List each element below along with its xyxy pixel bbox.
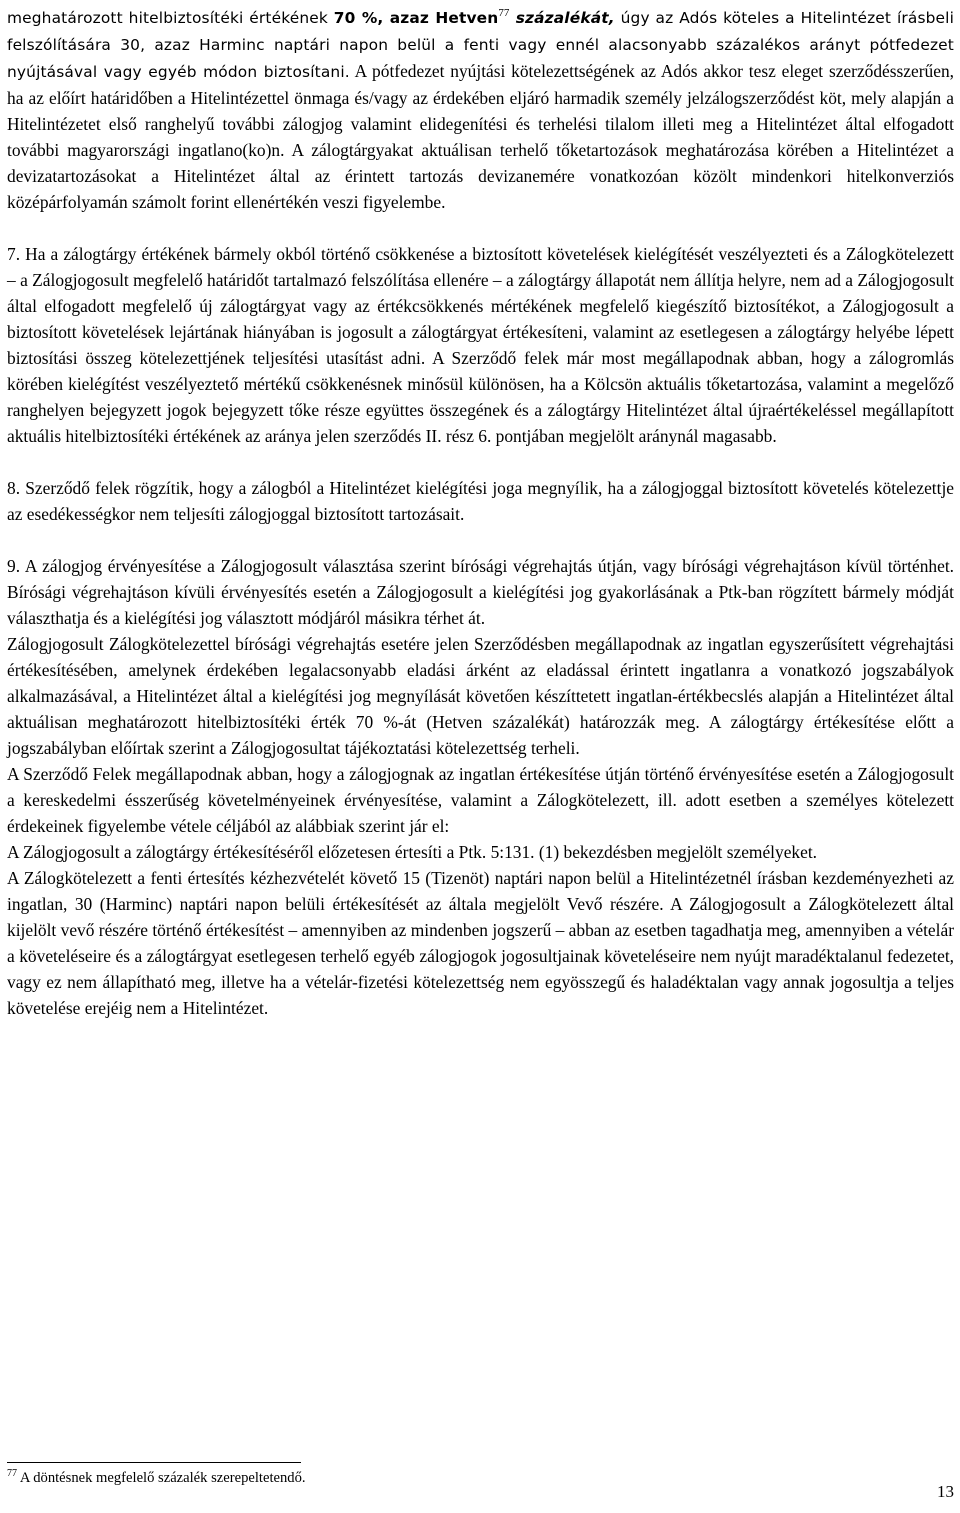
paragraph-continuation [7, 4, 954, 215]
bold-italic-text: százalékát, [509, 9, 615, 27]
footnote [7, 1470, 306, 1487]
paragraph-8: 8. Szerződő felek rögzítik, hogy a zálogból a Hitelintézet kielégítési joga megnyílik, ha a zálogjoggal biztosított követelés kötelezettje az esedékességkor nem teljesíti zálogjoggal biztosított tartozásait. [7, 478, 954, 524]
paragraph-9-b: Zálogjogosult Zálogkötelezettel bírósági végrehajtás esetére jelen Szerződésben megállapodnak az ingatlan egyszerűsített végrehajtási értékesítésében, amelynek érdekében legalacsonyabb eladási árként az eladással érintett ingatlanra a vonatkozó jogszabályok alkalmazásával, a Hitelintézet által a kielégítési jog megnyílását követően készíttetett ingatlan-értékbecslés alapján a Hitelintézet által aktuálisan meghatározott hitelbiztosítéki érték 70 %-át (Hetven százalékát) határozzák meg. A zálogtárgy értékesítése előtt a jogszabályban előírtak szerint a Zálogjogosultat tájékoztatási kötelezettség terheli. [7, 634, 954, 758]
paragraph-7: 7. Ha a zálogtárgy értékének bármely okból történő csökkenése a biztosított követelések kielégítését veszélyezteti és a Zálogkötelezett – a Zálogjogosult megfelelő határidőt tartalmazó felszólítása ellenére – a zálogtárgy állapotát nem állítja helyre, nem ad a Zálogjogosult által elfogadott megfelelő új zálogtárgyat vagy az értékcsökkenés mértékének megfelelő kiegészítő biztosítékot, a Zálogjogosult a biztosított követelések lejártának hiányában is jogosult a zálogtárgyat értékesíteni, valamint az esetlegesen a zálogtárgy helyébe lépett biztosítási összeg kötelezettjének teljesítési utasítást adni. A Szerződő felek már most megállapodnak abban, hogy a zálogromlás körében kielégítést veszélyeztető mértékű csökkenésnek minősül különösen, ha a Kölcsön aktuális tőketartozása, valamint a megelőző ranghelyen bejegyzett jogok bejegyzett tőke része együttes összegének és a zálogtárgy Hitelintézet által újraértékeléssel megállapított aktuális hitelbiztosítéki értékének az aránya jelen szerződés II. rész 6. pontjában megjelölt aránynál magasabb. [7, 244, 954, 446]
text-run: meghatározott hitelbiztosítéki értékének [7, 9, 334, 27]
document-body [7, 4, 954, 1021]
footnote-number: 77 [7, 1468, 17, 1480]
text-run: A pótfedezet nyújtási kötelezettségének az Adós akkor tesz eleget szerződésszerűen, ha az előírt határidőben a Hitelintézettel önmaga és/vagy az érdekében eljáró harmadik személy jelzálogszerződést köt, mely alapján a Hitelintézetet első ranghelyű további zálogjog valamint elidegenítési és terhelési tilalom illeti meg a Hitelintézet által elfogadott további magyarországi ingatlano(ko)n. [7, 61, 954, 160]
paragraph-9-e: A Zálogkötelezett a fenti értesítés kézhezvételét követő 15 (Tizenöt) naptári napon belül a Hitelintézetnél írásban kezdeményezheti az ingatlan, 30 (Harminc) naptári napon belüli értékesítését az általa megjelölt Vevő részére. A Zálogjogosult a Zálogkötelezett által kijelölt vevő részére történő értékesítést – amennyiben az mindenben jogszerű – abban az esetben tagadhatja meg, amennyiben a vételár a követeléseire és a zálogtárgyat esetlegesen terhelő egyéb zálogjogok jogosultjainak követeléseire nem nyújt maradéktalanul fedezetet, vagy ez nem állapítható meg, illetve ha a vételár-fizetési kötelezettség nem egyösszegű és haladéktalan vagy annak jogosultja a teljes követelése erejéig nem a Hitelintézet. [7, 868, 954, 1018]
text-run: úgy az Adós köteles a Hitelintézet írásbeli felszólítására 30, azaz Harminc naptári napon belül a fenti vagy ennél alacsonyabb százalékos arányt pótfedezet nyújtásával vagy egyéb módon biztosítani. [7, 9, 955, 81]
text-run: A zálogtárgyakat aktuálisan terhelő tőketartozások meghatározása körében a Hitelintézet a devizatartozásokat a Hitelintézet által az érintett tartozás devizanemére vonatkozóan közölt mindenkori hitelkonverziós középárfolyamán számolt forint ellenértékén veszi figyelembe. [7, 140, 954, 212]
footnote-divider [7, 1462, 301, 1463]
paragraph-9-d: A Zálogjogosult a zálogtárgy értékesítéséről előzetesen értesíti a Ptk. 5:131. (1) bekezdésben megjelölt személyeket. [7, 842, 818, 862]
paragraph-9: 9. A zálogjog érvényesítése a Zálogjogosult választása szerint bírósági végrehajtás útján, vagy bírósági végrehajtáson kívül történhet. Bírósági végrehajtáson kívüli érvényesítés esetén a Zálogjogosult a kielégítési jog gyakorlásának a Ptk-ban rögzített bármely módját választhatja és a kielégítési jog választott módjáról másikra térhet át. [7, 556, 954, 628]
footnote-text: A döntésnek megfelelő százalék szerepeltetendő. [17, 1470, 306, 1486]
bold-percentage: 70 %, azaz Hetven [333, 9, 499, 27]
paragraph-9-c: A Szerződő Felek megállapodnak abban, hogy a zálogjognak az ingatlan értékesítése útján történő érvényesítése esetén a Zálogjogosult a kereskedelmi ésszerűség követelményeinek érvényesítése, valamint a Zálogkötelezett, ill. adott esetben a személyes kötelezett érdekeinek figyelembe vétele céljából az alábbiak szerint jár el: [7, 764, 954, 836]
page-number: 13 [937, 1482, 954, 1501]
footnote-ref: 77 [498, 7, 510, 20]
